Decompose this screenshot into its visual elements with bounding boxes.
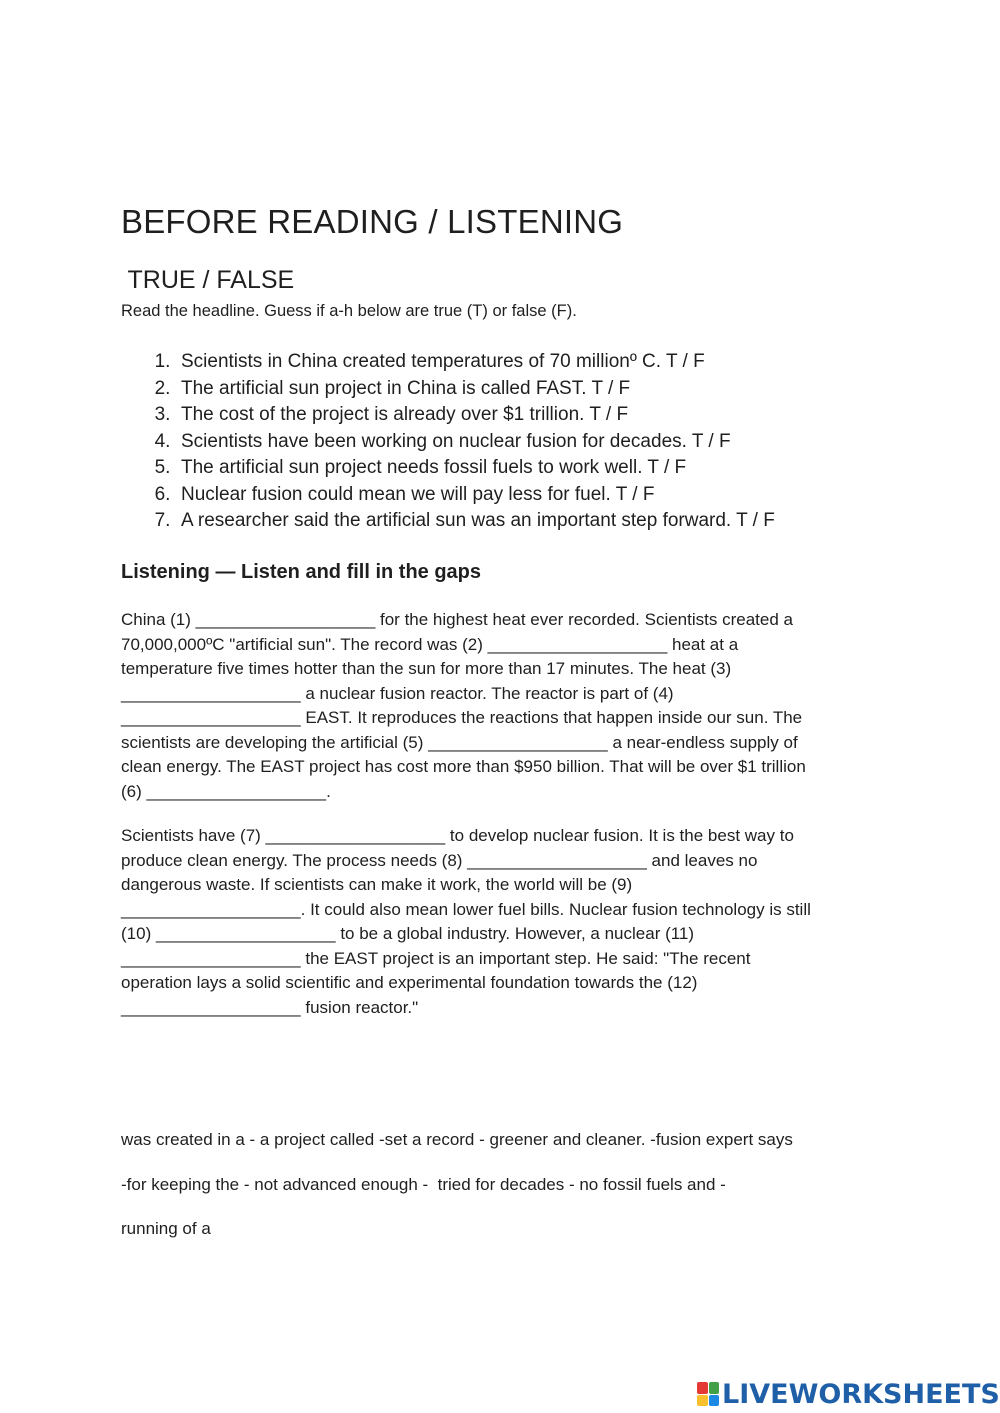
item-number: 7. [154,510,171,531]
list-item [121,455,775,482]
logo-blocks-icon [697,1382,719,1406]
paragraph-line: ___________________ EAST. It reproduces the reactions that happen inside our sun. The [121,708,803,727]
list-item [121,482,775,509]
item-text: The artificial sun project needs fossil fuels to work well. T / F [181,457,687,478]
item-text: Scientists in China created temperatures of 70 millionº C. T / F [181,351,705,372]
paragraph-line: ___________________ fusion reactor." [121,997,419,1017]
list-item [121,429,775,456]
paragraph-line: China (1) ___________________ for the highest heat ever recorded. Scientists created a [121,610,793,629]
list-item [121,508,775,535]
paragraph-line: ___________________ a nuclear fusion reactor. The reactor is part of (4) [121,683,674,703]
paragraph-line: operation lays a solid scientific and experimental foundation towards the (12) [121,973,698,992]
item-text: The cost of the project is already over $1 trillion. T / F [181,404,629,425]
list-item [121,402,775,429]
paragraph-line: ___________________ the EAST project is an important step. He said: "The recent [121,948,751,968]
item-number: 4. [154,430,171,452]
paragraph-line: dangerous waste. If scientists can make it work, the world will be (9) [121,875,633,894]
paragraph-line: produce clean energy. The process needs (8) ___________________ and leaves no [121,850,758,870]
item-text: A researcher said the artificial sun was an important step forward. T / F [181,510,775,531]
item-number: 2. [154,377,171,399]
item-number: 5. [154,457,171,478]
word-bank-line: running of a [121,1219,211,1238]
gap-fill-paragraph-1 [121,608,806,804]
list-item [121,376,775,403]
section-subtitle-true-false: TRUE / FALSE [121,266,295,294]
paragraph-line: ___________________. It could also mean lower fuel bills. Nuclear fusion technology is still [121,899,811,919]
item-number: 6. [154,483,171,505]
paragraph-line: Scientists have (7) ___________________ to develop nuclear fusion. It is the best way to [121,826,794,845]
list-item [121,349,775,376]
item-number: 3. [154,404,171,425]
listening-heading: Listening — Listen and fill in the gaps [121,561,482,583]
true-false-list [121,349,775,535]
logo-text: LIVEWORKSHEETS [722,1378,1000,1410]
gap-fill-paragraph-2 [121,824,811,1020]
paragraph-line: (10) ___________________ to be a global industry. However, a nuclear (11) [121,924,695,943]
paragraph-line: temperature five times hotter than the sun for more than 17 minutes. The heat (3) [121,659,732,678]
paragraph-line: clean energy. The EAST project has cost more than $950 billion. That will be over $1 trillion [121,757,806,776]
instructions-text: Read the headline. Guess if a-h below are true (T) or false (F). [121,302,577,320]
item-number: 1. [154,351,171,372]
paragraph-line: scientists are developing the artificial (5) ___________________ a near-endless supply of [121,732,798,752]
item-text: The artificial sun project in China is called FAST. T / F [181,377,631,399]
page-title: BEFORE READING / LISTENING [121,203,624,240]
item-text: Scientists have been working on nuclear fusion for decades. T / F [181,430,731,452]
word-bank-line: was created in a - a project called -set a record - greener and cleaner. -fusion expert says [121,1130,793,1149]
item-text: Nuclear fusion could mean we will pay less for fuel. T / F [181,483,655,505]
liveworksheets-logo [697,1378,1000,1410]
paragraph-line: (6) ___________________. [121,781,331,801]
paragraph-line: 70,000,000ºC "artificial sun". The record was (2) ___________________ heat at a [121,634,739,654]
word-bank-line: -for keeping the - not advanced enough - tried for decades - no fossil fuels and - [121,1175,726,1194]
